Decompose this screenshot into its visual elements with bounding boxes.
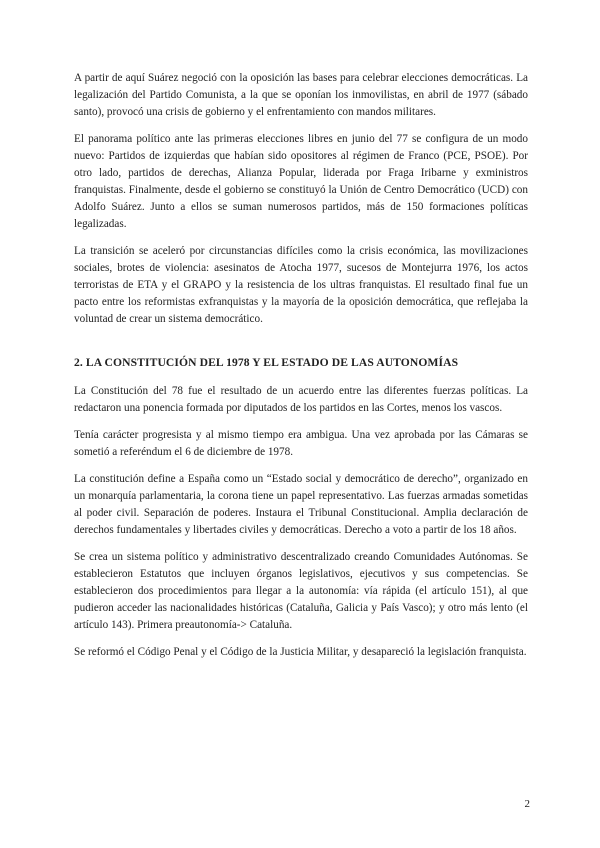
paragraph-constitution-definition: La constitución define a España como un “Estado social y democrático de derecho”, organizado en un monarquía parlamentaria, la corona tiene un papel representativo. Las fuerzas armadas sometidas al poder civil. Separación de poderes. Instaura el Tribunal Constitucional. Amplia declaración de derechos fundamentales y libertades civiles y democráticas. Derecho a voto a partir de los 18 años. (74, 473, 528, 536)
section-heading: 2. LA CONSTITUCIÓN DEL 1978 Y EL ESTADO DE LAS AUTONOMÍAS (74, 356, 459, 369)
paragraph-legal-reform: Se reformó el Código Penal y el Código de la Justicia Militar, y desapareció la legislación franquista. (74, 646, 527, 658)
paragraph-autonomous-communities: Se crea un sistema político y administrativo descentralizado creando Comunidades Autónomas. Se establecieron Estatutos que incluyen órganos legislativos, ejecutivos y sus competencias. Se establecieron dos procedimientos para llegar a la autonomía: vía rápida (el artículo 151), al que pudieron acceder las nacionalidades históricas (Cataluña, Galicia y País Vasco); y otro más lento (el artículo 143). Primera preautonomía-> Cataluña. (74, 551, 528, 631)
paragraph-political-panorama: El panorama político ante las primeras elecciones libres en junio del 77 se configura de un modo nuevo: Partidos de izquierdas que habían sido opositores al régimen de Franco (PCE, PSOE). Por otro lado, partidos de derechas, Alianza Popular, liderada por Fraga Iribarne y exministros franquistas. Finalmente, desde el gobierno se constituyó la Unión de Centro Democrático (UCD) con Adolfo Suárez. Junto a ellos se suman numerosos partidos, más de 150 formaciones políticas legalizadas. (74, 133, 528, 230)
paragraph-transition: La transición se aceleró por circunstancias difíciles como la crisis económica, las movilizaciones sociales, brotes de violencia: asesinatos de Atocha 1977, sucesos de Montejurra 1976, los actos terroristas de ETA y el GRAPO y la resistencia de los ultras franquistas. El resultado final fue un pacto entre los reformistas exfranquistas y la mayoría de la oposición democrática, que reflejaba la voluntad de crear un sistema democrático. (74, 245, 528, 325)
page-number: 2 (524, 798, 530, 810)
page-content (74, 70, 528, 671)
paragraph-constitution-origin: La Constitución del 78 fue el resultado de un acuerdo entre las diferentes fuerzas políticas. La redactaron una ponencia formada por diputados de los partidos en las Cortes, menos los vascos. (74, 385, 528, 414)
paragraph-constitution-character: Tenía carácter progresista y al mismo tiempo era ambigua. Una vez aprobada por las Cámaras se sometió a referéndum el 6 de diciembre de 1978. (74, 429, 528, 458)
paragraph-negotiation: A partir de aquí Suárez negoció con la oposición las bases para celebrar elecciones democráticas. La legalización del Partido Comunista, a la que se oponían los inmovilistas, en abril de 1977 (sábado santo), provocó una crisis de gobierno y el enfrentamiento con mandos militares. (74, 72, 528, 118)
